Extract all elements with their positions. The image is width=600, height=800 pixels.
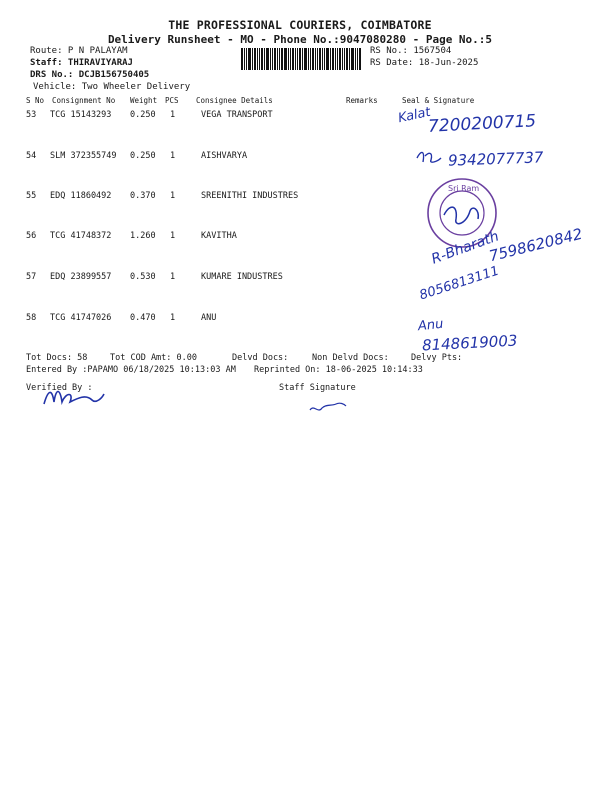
cell-pcs: 1 (170, 151, 176, 161)
cell-weight: 0.530 (130, 272, 156, 282)
handwritten-phone-58: 8148619003 (421, 331, 518, 355)
cell-sno: 54 (26, 151, 37, 161)
reprinted-on: Reprinted On: 18-06-2025 10:14:33 (254, 365, 423, 375)
handwritten-initials-54 (415, 148, 445, 168)
cell-sno: 53 (26, 110, 37, 120)
handwritten-phone-54: 9342077737 (447, 148, 544, 170)
cell-pcs: 1 (170, 110, 176, 120)
handwritten-name-53: Kalat (396, 104, 432, 127)
cell-consignee: KAVITHA (201, 231, 237, 241)
handwritten-name-58: Anu (417, 316, 445, 335)
entered-by: Entered By :PAPAMO 06/18/2025 10:13:03 AM (26, 365, 236, 375)
cell-consignee: AISHVARYA (201, 151, 248, 161)
cell-pcs: 1 (170, 313, 176, 323)
col-header-pcs: PCS (165, 96, 179, 105)
col-header-consignee: Consignee Details (196, 96, 273, 105)
cell-consignee: ANU (201, 313, 217, 323)
cell-consignment: TCG 15143293 (50, 110, 112, 120)
rs-number: RS No.: 1567504 (370, 46, 452, 56)
staff-signature-mark (308, 400, 348, 416)
route-text: Route: P N PALAYAM (30, 46, 128, 56)
non-delivered-docs: Non Delvd Docs: (312, 353, 389, 363)
cell-consignment: TCG 41748372 (50, 231, 112, 241)
cell-weight: 0.250 (130, 151, 156, 161)
handwritten-phone-56: 7598620842 (487, 224, 585, 266)
cell-consignee: VEGA TRANSPORT (201, 110, 273, 120)
barcode (241, 48, 364, 70)
cell-weight: 0.470 (130, 313, 156, 323)
cell-consignee: KUMARE INDUSTRES (201, 272, 283, 282)
handwritten-phone-57: 8056813111 (417, 263, 502, 304)
runsheet-title: Delivery Runsheet - MO - Phone No.:9047080280 - Page No.:5 (107, 33, 493, 46)
cell-pcs: 1 (170, 191, 176, 201)
staff-text: Staff: THIRAVIYARAJ (30, 58, 133, 68)
cell-sno: 56 (26, 231, 37, 241)
drs-number: DRS No.: DCJB156750405 (30, 70, 150, 80)
total-docs: Tot Docs: 58 (26, 353, 88, 363)
delivery-points: Delvy Pts: (411, 353, 463, 363)
verifier-signature (40, 382, 106, 410)
cell-weight: 0.370 (130, 191, 156, 201)
col-header-consignment: Consignment No (52, 96, 116, 105)
col-header-signature: Seal & Signature (402, 96, 475, 105)
cell-consignee: SREENITHI INDUSTRES (201, 191, 299, 201)
delivered-docs: Delvd Docs: (232, 353, 289, 363)
staff-signature-label: Staff Signature (279, 383, 356, 393)
col-header-sno: S No (26, 96, 45, 105)
cell-sno: 57 (26, 272, 37, 282)
handwritten-name-56: R-Bharath (429, 228, 502, 268)
cell-consignment: TCG 41747026 (50, 313, 112, 323)
rs-date: RS Date: 18-Jun-2025 (370, 58, 479, 68)
vehicle-text: Vehicle: Two Wheeler Delivery (33, 82, 191, 92)
handwritten-phone-53: 7200200715 (427, 111, 537, 137)
cell-consignment: EDQ 11860492 (50, 191, 112, 201)
cell-weight: 0.250 (130, 110, 156, 120)
cell-weight: 1.260 (130, 231, 156, 241)
verified-by-label: Verified By : (26, 383, 93, 393)
col-header-weight: Weight (130, 96, 158, 105)
seal-text: Sri Ram (448, 184, 480, 193)
cell-consignment: SLM 372355749 (50, 151, 117, 161)
cell-sno: 55 (26, 191, 37, 201)
total-cod-amount: Tot COD Amt: 0.00 (110, 353, 197, 363)
cell-sno: 58 (26, 313, 37, 323)
col-header-remarks: Remarks (346, 96, 378, 105)
cell-pcs: 1 (170, 231, 176, 241)
company-title: THE PROFESSIONAL COURIERS, COIMBATORE (168, 18, 432, 32)
cell-pcs: 1 (170, 272, 176, 282)
cell-consignment: EDQ 23899557 (50, 272, 112, 282)
